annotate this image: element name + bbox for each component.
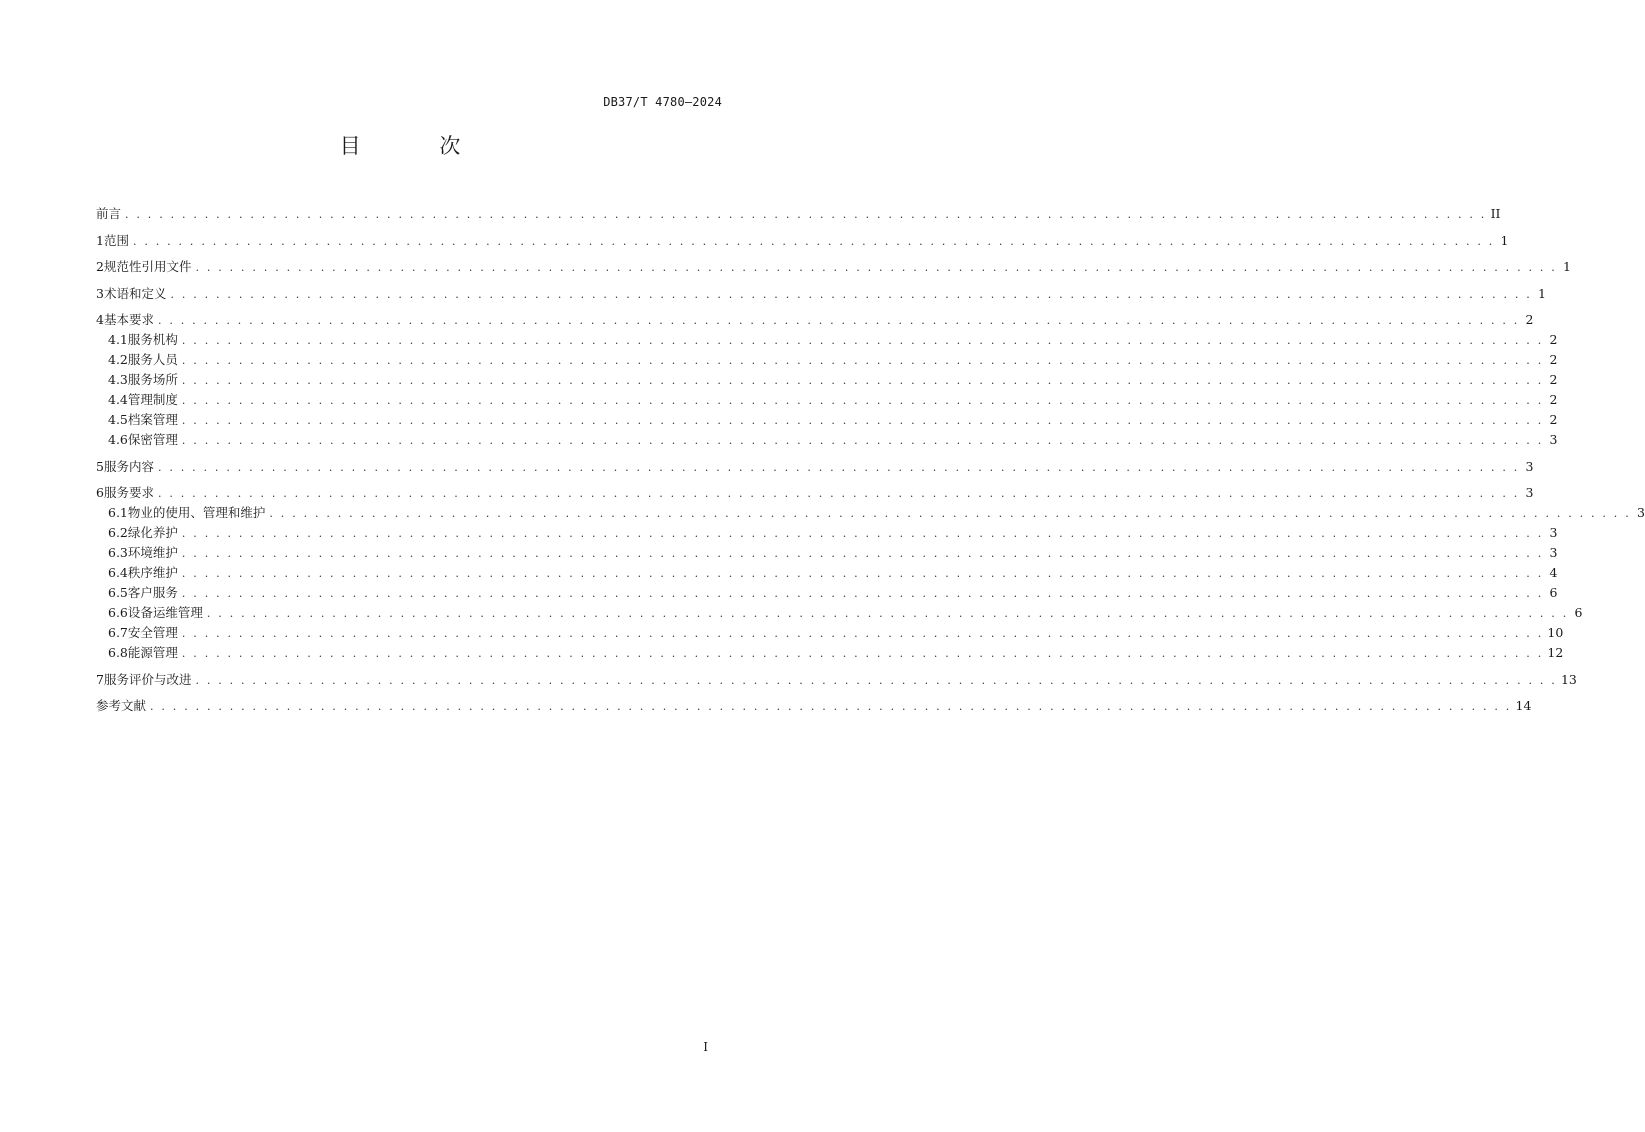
toc-entry-page: 2 bbox=[1549, 352, 1558, 367]
toc-entry-label: 服务场所 bbox=[127, 372, 178, 387]
dot-leader: . . . . . . . . . . . . . . . . . . . . . . . . . . . . . . . . . . . . . . . . . . . . . . . . . . . . . . . . . . . . . . . . . . . . . . . . . . . . . . . . . . . . . . . . . . . . . . . . . . . . . . . . . . . . . . . . . . . . . . . . bbox=[181, 394, 1544, 407]
dot-leader: . . . . . . . . . . . . . . . . . . . . . . . . . . . . . . . . . . . . . . . . . . . . . . . . . . . . . . . . . . . . . . . . . . . . . . . . . . . . . . . . . . . . . . . . . . . . . . . . . . . . . . . . . . . . . . . . . . . . . . . . bbox=[206, 607, 1569, 620]
dot-leader: . . . . . . . . . . . . . . . . . . . . . . . . . . . . . . . . . . . . . . . . . . . . . . . . . . . . . . . . . . . . . . . . . . . . . . . . . . . . . . . . . . . . . . . . . . . . . . . . . . . . . . . . . . . . . . . . . . . . . . . . bbox=[195, 261, 1557, 274]
toc-entry-page: 1 bbox=[1500, 232, 1509, 248]
dot-leader: . . . . . . . . . . . . . . . . . . . . . . . . . . . . . . . . . . . . . . . . . . . . . . . . . . . . . . . . . . . . . . . . . . . . . . . . . . . . . . . . . . . . . . . . . . . . . . . . . . . . . . . . . . . . . . . . . . . . . . . . bbox=[181, 567, 1544, 580]
toc-entry-number: 4.5 bbox=[108, 412, 128, 427]
toc-entry-label: 绿化养护 bbox=[127, 525, 178, 540]
dot-leader: . . . . . . . . . . . . . . . . . . . . . . . . . . . . . . . . . . . . . . . . . . . . . . . . . . . . . . . . . . . . . . . . . . . . . . . . . . . . . . . . . . . . . . . . . . . . . . . . . . . . . . . . . . . . . . . . . . . . . . . . bbox=[181, 374, 1544, 387]
toc-entry-page: 6 bbox=[1574, 605, 1583, 620]
toc-entry-number: 4.6 bbox=[108, 432, 128, 447]
toc-entry[interactable] bbox=[96, 696, 1532, 716]
toc-entry-label: 客户服务 bbox=[127, 585, 178, 600]
toc-entry-label: 服务要求 bbox=[103, 485, 154, 500]
toc-entry-label: 能源管理 bbox=[127, 645, 178, 660]
toc-subentry[interactable] bbox=[96, 523, 1558, 543]
toc-entry-page: 2 bbox=[1549, 412, 1558, 427]
toc-entry[interactable] bbox=[96, 483, 1534, 503]
toc-entry-page: II bbox=[1490, 206, 1501, 221]
toc-subentry[interactable] bbox=[96, 430, 1558, 450]
toc-entry-page: 1 bbox=[1563, 259, 1571, 274]
toc-entry-page: 2 bbox=[1549, 372, 1558, 387]
toc-entry-number: 4.2 bbox=[108, 352, 128, 367]
dot-leader: . . . . . . . . . . . . . . . . . . . . . . . . . . . . . . . . . . . . . . . . . . . . . . . . . . . . . . . . . . . . . . . . . . . . . . . . . . . . . . . . . . . . . . . . . . . . . . . . . . . . . . . . . . . . . . . . . . . . . . . . bbox=[181, 414, 1544, 427]
toc-entry-label: 安全管理 bbox=[127, 625, 178, 640]
toc-entry-number: 3 bbox=[96, 285, 104, 301]
toc-subentry[interactable] bbox=[96, 583, 1558, 603]
toc-entry-number: 6.3 bbox=[108, 545, 128, 560]
toc-entry-number: 6.4 bbox=[108, 565, 128, 580]
toc-entry-page: 2 bbox=[1525, 312, 1534, 327]
toc-entry-label: 保密管理 bbox=[127, 432, 178, 447]
dot-leader: . . . . . . . . . . . . . . . . . . . . . . . . . . . . . . . . . . . . . . . . . . . . . . . . . . . . . . . . . . . . . . . . . . . . . . . . . . . . . . . . . . . . . . . . . . . . . . . . . . . . . . . . . . . . . . . . . . . . . . . . bbox=[181, 527, 1544, 540]
toc-entry-number: 7 bbox=[96, 671, 104, 687]
toc-entry-page: 1 bbox=[1538, 285, 1546, 301]
toc-entry-label: 环境维护 bbox=[127, 545, 178, 560]
toc-entry-page: 3 bbox=[1549, 525, 1558, 540]
toc-entry-page: 6 bbox=[1549, 585, 1558, 600]
toc-entry-page: 14 bbox=[1515, 698, 1532, 713]
dot-leader: . . . . . . . . . . . . . . . . . . . . . . . . . . . . . . . . . . . . . . . . . . . . . . . . . . . . . . . . . . . . . . . . . . . . . . . . . . . . . . . . . . . . . . . . . . . . . . . . . . . . . . . . . . . . . . . . . . . . . . . . bbox=[157, 487, 1520, 500]
toc-entry-page: 3 bbox=[1525, 485, 1534, 500]
toc-entry-page: 3 bbox=[1549, 545, 1558, 560]
toc-subentry[interactable] bbox=[96, 563, 1558, 583]
toc-subentry[interactable] bbox=[96, 623, 1564, 643]
toc-subentry[interactable] bbox=[96, 370, 1558, 390]
toc-entry-page: 4 bbox=[1549, 565, 1558, 580]
toc-entry-number: 4.1 bbox=[108, 332, 128, 347]
toc-entry-label: 服务内容 bbox=[103, 458, 154, 474]
dot-leader: . . . . . . . . . . . . . . . . . . . . . . . . . . . . . . . . . . . . . . . . . . . . . . . . . . . . . . . . . . . . . . . . . . . . . . . . . . . . . . . . . . . . . . . . . . . . . . . . . . . . . . . . . . . . . . . . . . . . . . . . bbox=[181, 587, 1544, 600]
dot-leader: . . . . . . . . . . . . . . . . . . . . . . . . . . . . . . . . . . . . . . . . . . . . . . . . . . . . . . . . . . . . . . . . . . . . . . . . . . . . . . . . . . . . . . . . . . . . . . . . . . . . . . . . . . . . . . . . . . . . . . . . bbox=[195, 673, 1557, 687]
toc-entry-number: 6.6 bbox=[108, 605, 128, 620]
toc-subentry[interactable] bbox=[96, 503, 1645, 523]
toc-entry[interactable] bbox=[96, 310, 1534, 330]
toc-entry-label: 服务评价与改进 bbox=[103, 671, 192, 687]
toc-entry-label: 服务机构 bbox=[127, 332, 178, 347]
toc-subentry[interactable] bbox=[96, 350, 1558, 370]
dot-leader: . . . . . . . . . . . . . . . . . . . . . . . . . . . . . . . . . . . . . . . . . . . . . . . . . . . . . . . . . . . . . . . . . . . . . . . . . . . . . . . . . . . . . . . . . . . . . . . . . . . . . . . . . . . . . . . . . . . . . . . . bbox=[181, 334, 1544, 347]
toc-entry-label: 参考文献 bbox=[96, 698, 147, 713]
toc-entry-page: 3 bbox=[1549, 432, 1558, 447]
toc-entry-page: 10 bbox=[1547, 625, 1564, 640]
toc-entry[interactable] bbox=[96, 231, 1509, 251]
toc-entry-label: 管理制度 bbox=[127, 392, 178, 407]
toc-subentry[interactable] bbox=[96, 410, 1558, 430]
toc-entry-page: 12 bbox=[1547, 645, 1564, 660]
dot-leader: . . . . . . . . . . . . . . . . . . . . . . . . . . . . . . . . . . . . . . . . . . . . . . . . . . . . . . . . . . . . . . . . . . . . . . . . . . . . . . . . . . . . . . . . . . . . . . . . . . . . . . . . . . . . . . . . . . . . . . . . bbox=[157, 460, 1520, 474]
toc-entry-label: 设备运维管理 bbox=[127, 605, 203, 620]
toc-entry-label: 规范性引用文件 bbox=[103, 259, 192, 274]
toc-subentry[interactable] bbox=[96, 390, 1558, 410]
dot-leader: . . . . . . . . . . . . . . . . . . . . . . . . . . . . . . . . . . . . . . . . . . . . . . . . . . . . . . . . . . . . . . . . . . . . . . . . . . . . . . . . . . . . . . . . . . . . . . . . . . . . . . . . . . . . . . . . . . . . . . . . bbox=[157, 314, 1520, 327]
dot-leader: . . . . . . . . . . . . . . . . . . . . . . . . . . . . . . . . . . . . . . . . . . . . . . . . . . . . . . . . . . . . . . . . . . . . . . . . . . . . . . . . . . . . . . . . . . . . . . . . . . . . . . . . . . . . . . . . . . . . . . . . bbox=[181, 434, 1544, 447]
toc-subentry[interactable] bbox=[96, 330, 1558, 350]
toc-entry-page: 13 bbox=[1560, 671, 1577, 687]
toc-entry-label: 服务人员 bbox=[127, 352, 178, 367]
table-of-contents bbox=[96, 204, 1645, 716]
toc-entry-number: 6.7 bbox=[108, 625, 128, 640]
dot-leader: . . . . . . . . . . . . . . . . . . . . . . . . . . . . . . . . . . . . . . . . . . . . . . . . . . . . . . . . . . . . . . . . . . . . . . . . . . . . . . . . . . . . . . . . . . . . . . . . . . . . . . . . . . . . . . . . . . . . . . . . bbox=[181, 547, 1544, 560]
dot-leader: . . . . . . . . . . . . . . . . . . . . . . . . . . . . . . . . . . . . . . . . . . . . . . . . . . . . . . . . . . . . . . . . . . . . . . . . . . . . . . . . . . . . . . . . . . . . . . . . . . . . . . . . . . . . . . . . . . . . . . . . bbox=[125, 208, 1487, 221]
toc-entry[interactable] bbox=[96, 670, 1577, 690]
toc-entry[interactable] bbox=[96, 457, 1534, 477]
toc-entry-number: 6.2 bbox=[108, 525, 128, 540]
toc-entry-number: 4.4 bbox=[108, 392, 128, 407]
toc-entry-page: 3 bbox=[1525, 458, 1534, 474]
document-id: DB37/T 4780—2024 bbox=[603, 95, 722, 109]
toc-entry-label: 物业的使用、管理和维护 bbox=[127, 505, 266, 520]
toc-entry-label: 档案管理 bbox=[127, 412, 178, 427]
dot-leader: . . . . . . . . . . . . . . . . . . . . . . . . . . . . . . . . . . . . . . . . . . . . . . . . . . . . . . . . . . . . . . . . . . . . . . . . . . . . . . . . . . . . . . . . . . . . . . . . . . . . . . . . . . . . . . . . . . . . . . . . bbox=[181, 354, 1544, 367]
toc-entry-page: 2 bbox=[1549, 392, 1558, 407]
toc-entry-number: 6 bbox=[96, 485, 104, 500]
toc-entry-page: 3 bbox=[1636, 505, 1645, 520]
toc-subentry[interactable] bbox=[96, 603, 1583, 623]
toc-entry-label: 基本要求 bbox=[103, 312, 154, 327]
toc-entry-number: 4 bbox=[96, 312, 104, 327]
dot-leader: . . . . . . . . . . . . . . . . . . . . . . . . . . . . . . . . . . . . . . . . . . . . . . . . . . . . . . . . . . . . . . . . . . . . . . . . . . . . . . . . . . . . . . . . . . . . . . . . . . . . . . . . . . . . . . . . . . . . . . . . bbox=[269, 507, 1631, 520]
dot-leader: . . . . . . . . . . . . . . . . . . . . . . . . . . . . . . . . . . . . . . . . . . . . . . . . . . . . . . . . . . . . . . . . . . . . . . . . . . . . . . . . . . . . . . . . . . . . . . . . . . . . . . . . . . . . . . . . . . . . . . . . bbox=[181, 627, 1544, 640]
toc-entry-number: 1 bbox=[96, 232, 104, 248]
toc-entry-label: 术语和定义 bbox=[103, 285, 167, 301]
dot-leader: . . . . . . . . . . . . . . . . . . . . . . . . . . . . . . . . . . . . . . . . . . . . . . . . . . . . . . . . . . . . . . . . . . . . . . . . . . . . . . . . . . . . . . . . . . . . . . . . . . . . . . . . . . . . . . . . . . . . . . . . bbox=[132, 234, 1495, 248]
dot-leader: . . . . . . . . . . . . . . . . . . . . . . . . . . . . . . . . . . . . . . . . . . . . . . . . . . . . . . . . . . . . . . . . . . . . . . . . . . . . . . . . . . . . . . . . . . . . . . . . . . . . . . . . . . . . . . . . . . . . . . . . bbox=[181, 647, 1544, 660]
toc-entry-number: 4.3 bbox=[108, 372, 128, 387]
toc-entry[interactable] bbox=[96, 257, 1571, 277]
page-title: 目 次 bbox=[339, 134, 497, 158]
toc-entry-label: 范围 bbox=[103, 232, 129, 248]
toc-entry-page: 2 bbox=[1549, 332, 1558, 347]
toc-entry-label: 前言 bbox=[96, 206, 122, 221]
toc-entry-label: 秩序维护 bbox=[127, 565, 178, 580]
toc-entry[interactable] bbox=[96, 284, 1546, 304]
toc-entry-number: 6.5 bbox=[108, 585, 128, 600]
toc-entry-number: 5 bbox=[96, 458, 104, 474]
toc-entry-number: 6.1 bbox=[108, 505, 128, 520]
dot-leader: . . . . . . . . . . . . . . . . . . . . . . . . . . . . . . . . . . . . . . . . . . . . . . . . . . . . . . . . . . . . . . . . . . . . . . . . . . . . . . . . . . . . . . . . . . . . . . . . . . . . . . . . . . . . . . . . . . . . . . . . bbox=[170, 287, 1532, 301]
toc-subentry[interactable] bbox=[96, 643, 1564, 663]
toc-subentry[interactable] bbox=[96, 543, 1558, 563]
page-number: I bbox=[703, 1040, 708, 1054]
toc-entry[interactable] bbox=[96, 204, 1501, 224]
toc-entry-number: 6.8 bbox=[108, 645, 128, 660]
toc-entry-number: 2 bbox=[96, 259, 104, 274]
dot-leader: . . . . . . . . . . . . . . . . . . . . . . . . . . . . . . . . . . . . . . . . . . . . . . . . . . . . . . . . . . . . . . . . . . . . . . . . . . . . . . . . . . . . . . . . . . . . . . . . . . . . . . . . . . . . . . . . . . . . . . . . bbox=[150, 700, 1512, 713]
